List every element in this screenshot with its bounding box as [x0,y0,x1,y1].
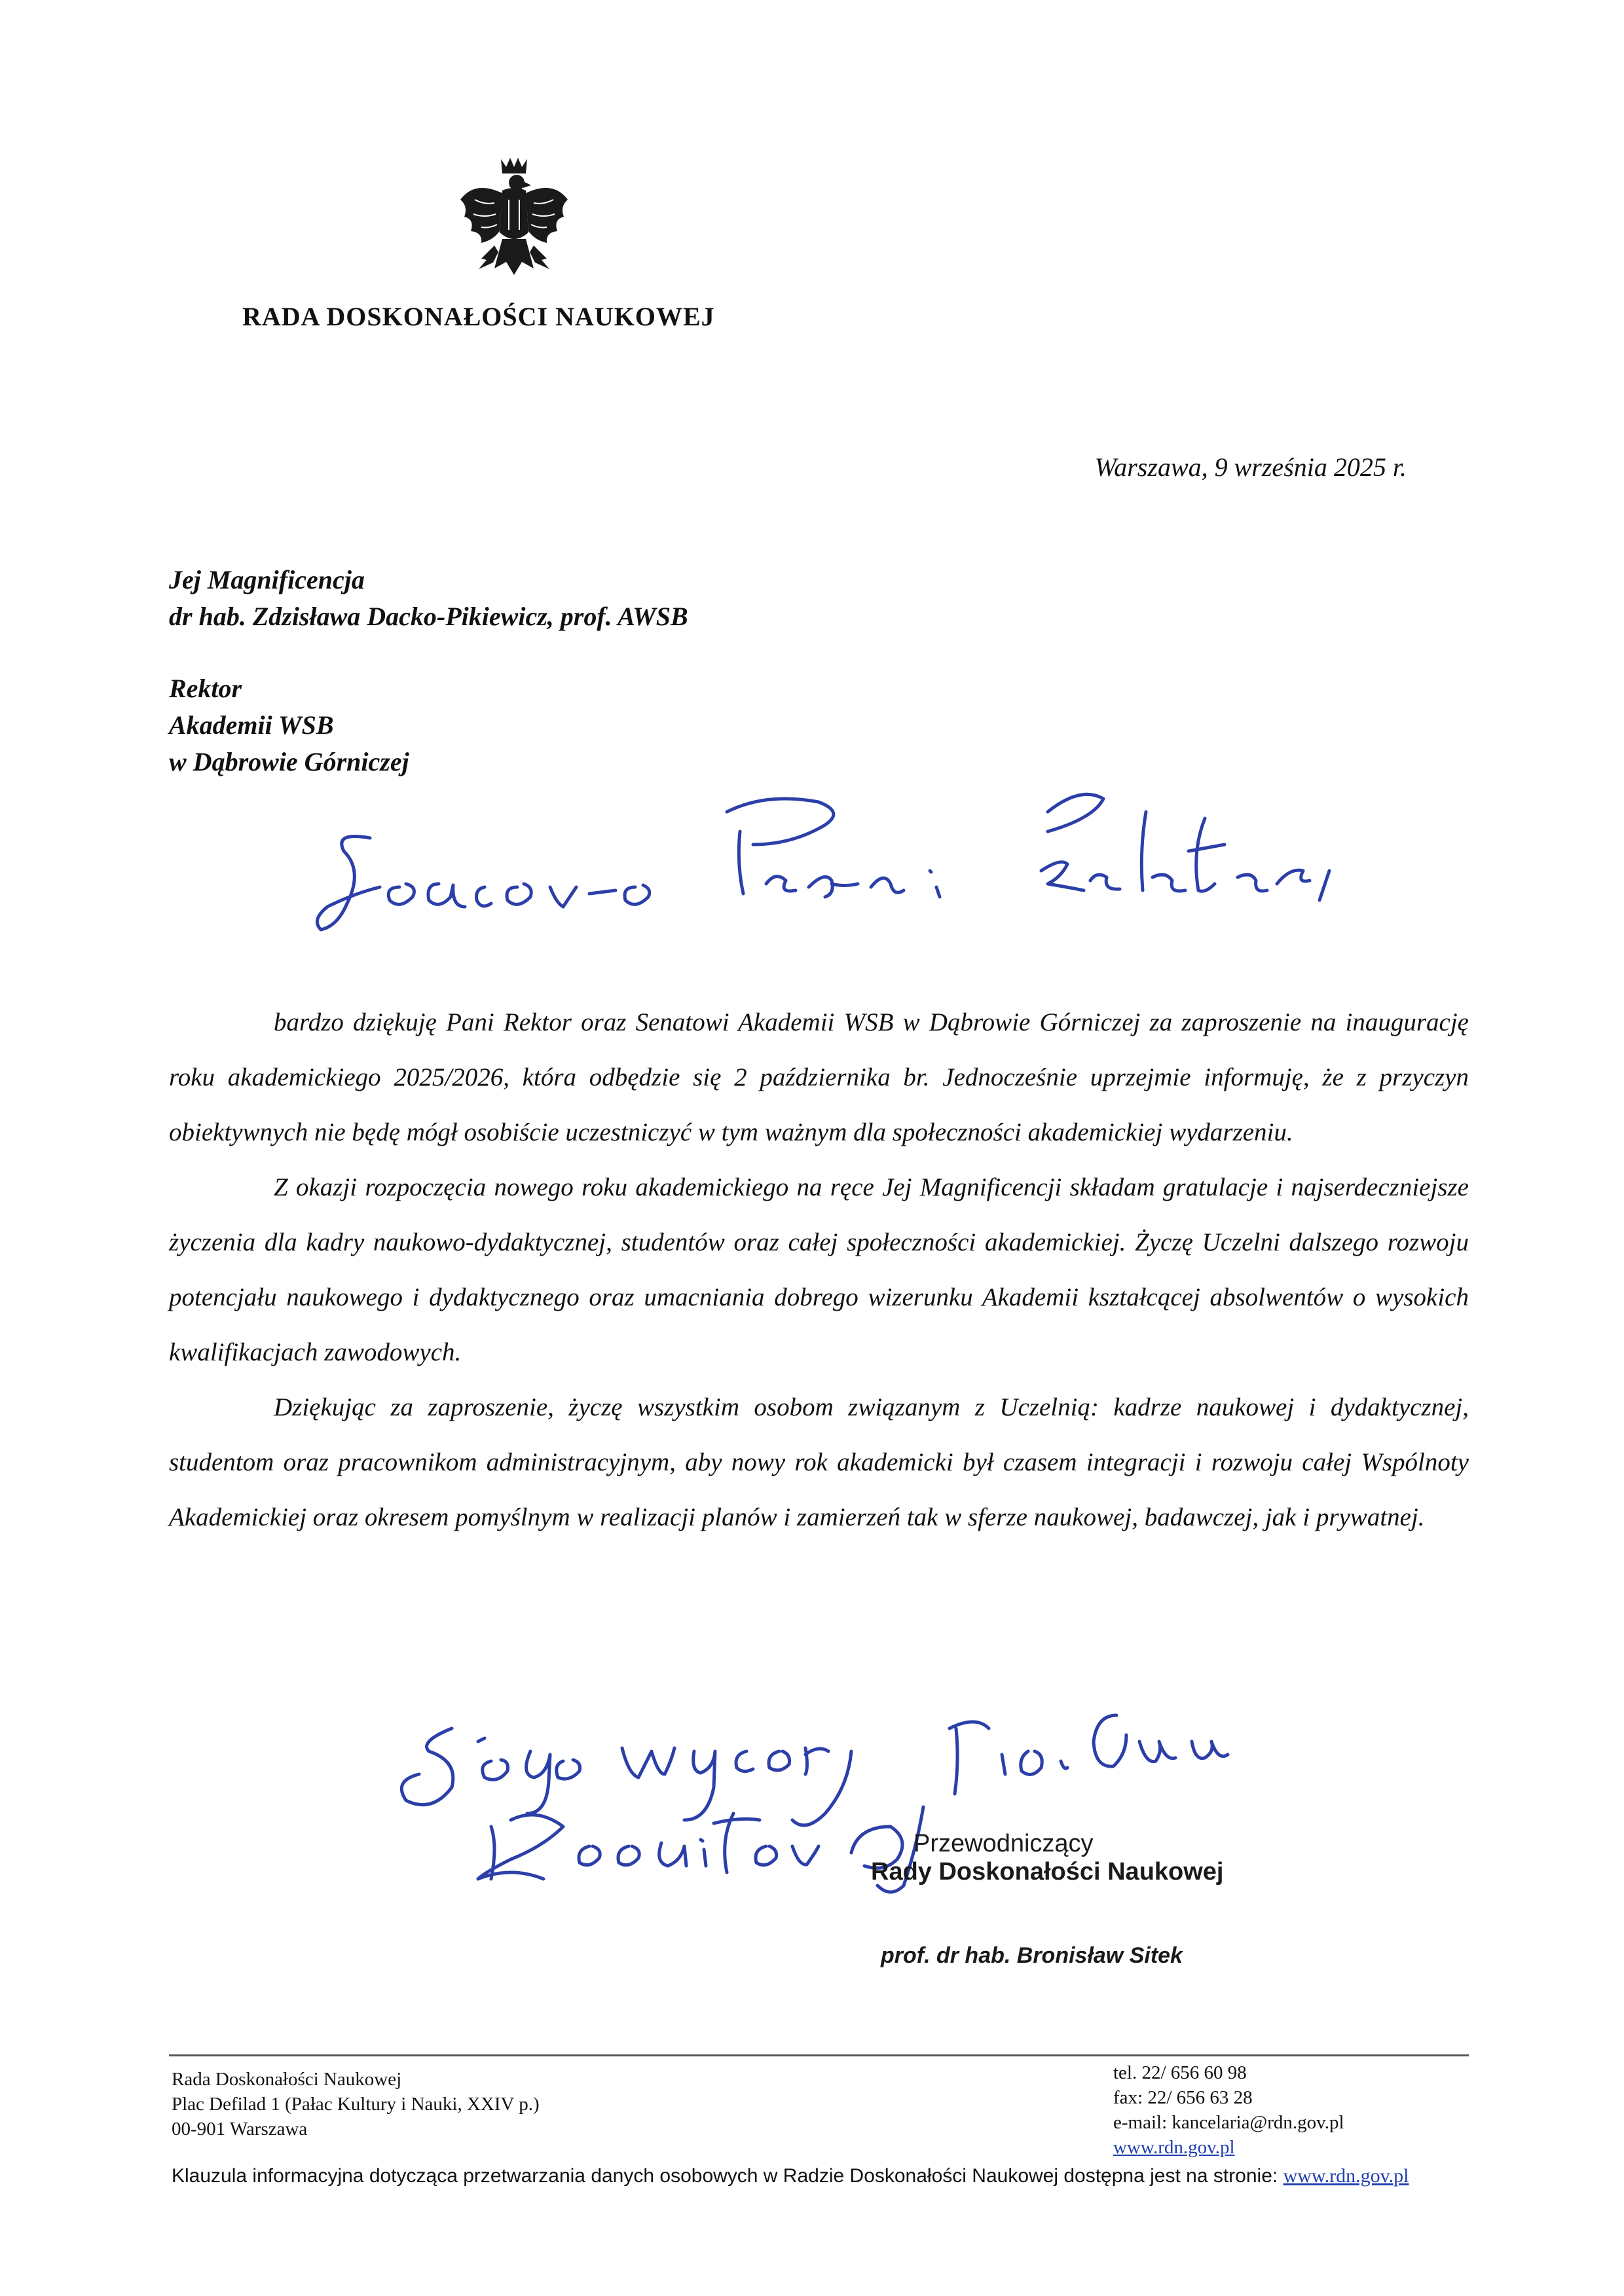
handwritten-salutation [308,773,1388,962]
signatory-body: Rady Doskonałości Naukowej [871,1858,1224,1886]
footer-email: e-mail: kancelaria@rdn.gov.pl [1113,2112,1344,2133]
addressee-location: w Dąbrowie Górniczej [169,747,409,776]
letter-date: Warszawa, 9 września 2025 r. [1094,452,1407,482]
footer-org: Rada Doskonałości Naukowej [172,2069,402,2090]
footer-city: 00-901 Warszawa [172,2119,308,2140]
body-paragraph-1: bardzo dziękuję Pani Rektor oraz Senatowi Akademii WSB w Dąbrowie Górniczej za zaproszenie na inaugurację roku akademickiego 2025/2026, która odbędzie się 2 października br. Jednocześnie uprzejmie informuję, że z przyczyn obiektywnych nie będę mógł osobiście uczestniczyć w tym ważnym dla społeczności akademickiej wydarzeniu. [169,1008,1469,1146]
institution-name: RADA DOSKONAŁOŚCI NAUKOWEJ [242,302,715,331]
letter-body [169,995,1469,1545]
privacy-clause-text: Klauzula informacyjna dotycząca przetwarzania danych osobowych w Radzie Doskonałości Naukowej dostępna jest na stronie: [172,2165,1283,2187]
addressee-position: Rektor [169,674,242,703]
footer-website-link[interactable]: www.rdn.gov.pl [1113,2137,1235,2158]
signatory-role: Przewodniczący [913,1830,1094,1857]
body-paragraph-2: Z okazji rozpoczęcia nowego roku akademickiego na ręce Jej Magnificencji składam gratulacje i najserdeczniejsze życzenia dla kadry naukowo-dydaktycznej, studentów oraz całej społeczności akademickiej. Życzę Uczelni dalszego rozwoju potencjału naukowego i dydaktycznego oraz umacniania dobrego wizerunku Akademii kształcącej absolwentów o wysokich kwalifikacjach zawodowych. [169,1173,1469,1366]
footer-divider [169,2054,1469,2056]
addressee-institution: Akademii WSB [169,710,334,740]
addressee-name: dr hab. Zdzisława Dacko-Pikiewicz, prof. AWSB [169,602,688,631]
addressee-title: Jej Magnificencja [169,565,365,594]
footer-tel: tel. 22/ 656 60 98 [1113,2062,1247,2083]
polish-eagle-emblem-icon [455,154,573,291]
privacy-clause-link[interactable]: www.rdn.gov.pl [1283,2165,1409,2187]
body-paragraph-3: Dziękując za zaproszenie, życzę wszystkim osobom związanym z Uczelnią: kadrze naukowej i dydaktycznej, studentom oraz pracownikom administracyjnym, aby nowy rok akademicki był czasem integracji i rozwoju całej Wspólnoty Akademickiej oraz okresem pomyślnym w realizacji planów i zamierzeń tak w sferze naukowej, badawczej, jak i prywatnej. [169,1393,1469,1531]
footer-street: Plac Defilad 1 (Pałac Kultury i Nauki, XXIV p.) [172,2094,540,2115]
footer-fax: fax: 22/ 656 63 28 [1113,2087,1253,2108]
signatory-name: prof. dr hab. Bronisław Sitek [881,1943,1183,1968]
privacy-clause [172,2165,1409,2187]
